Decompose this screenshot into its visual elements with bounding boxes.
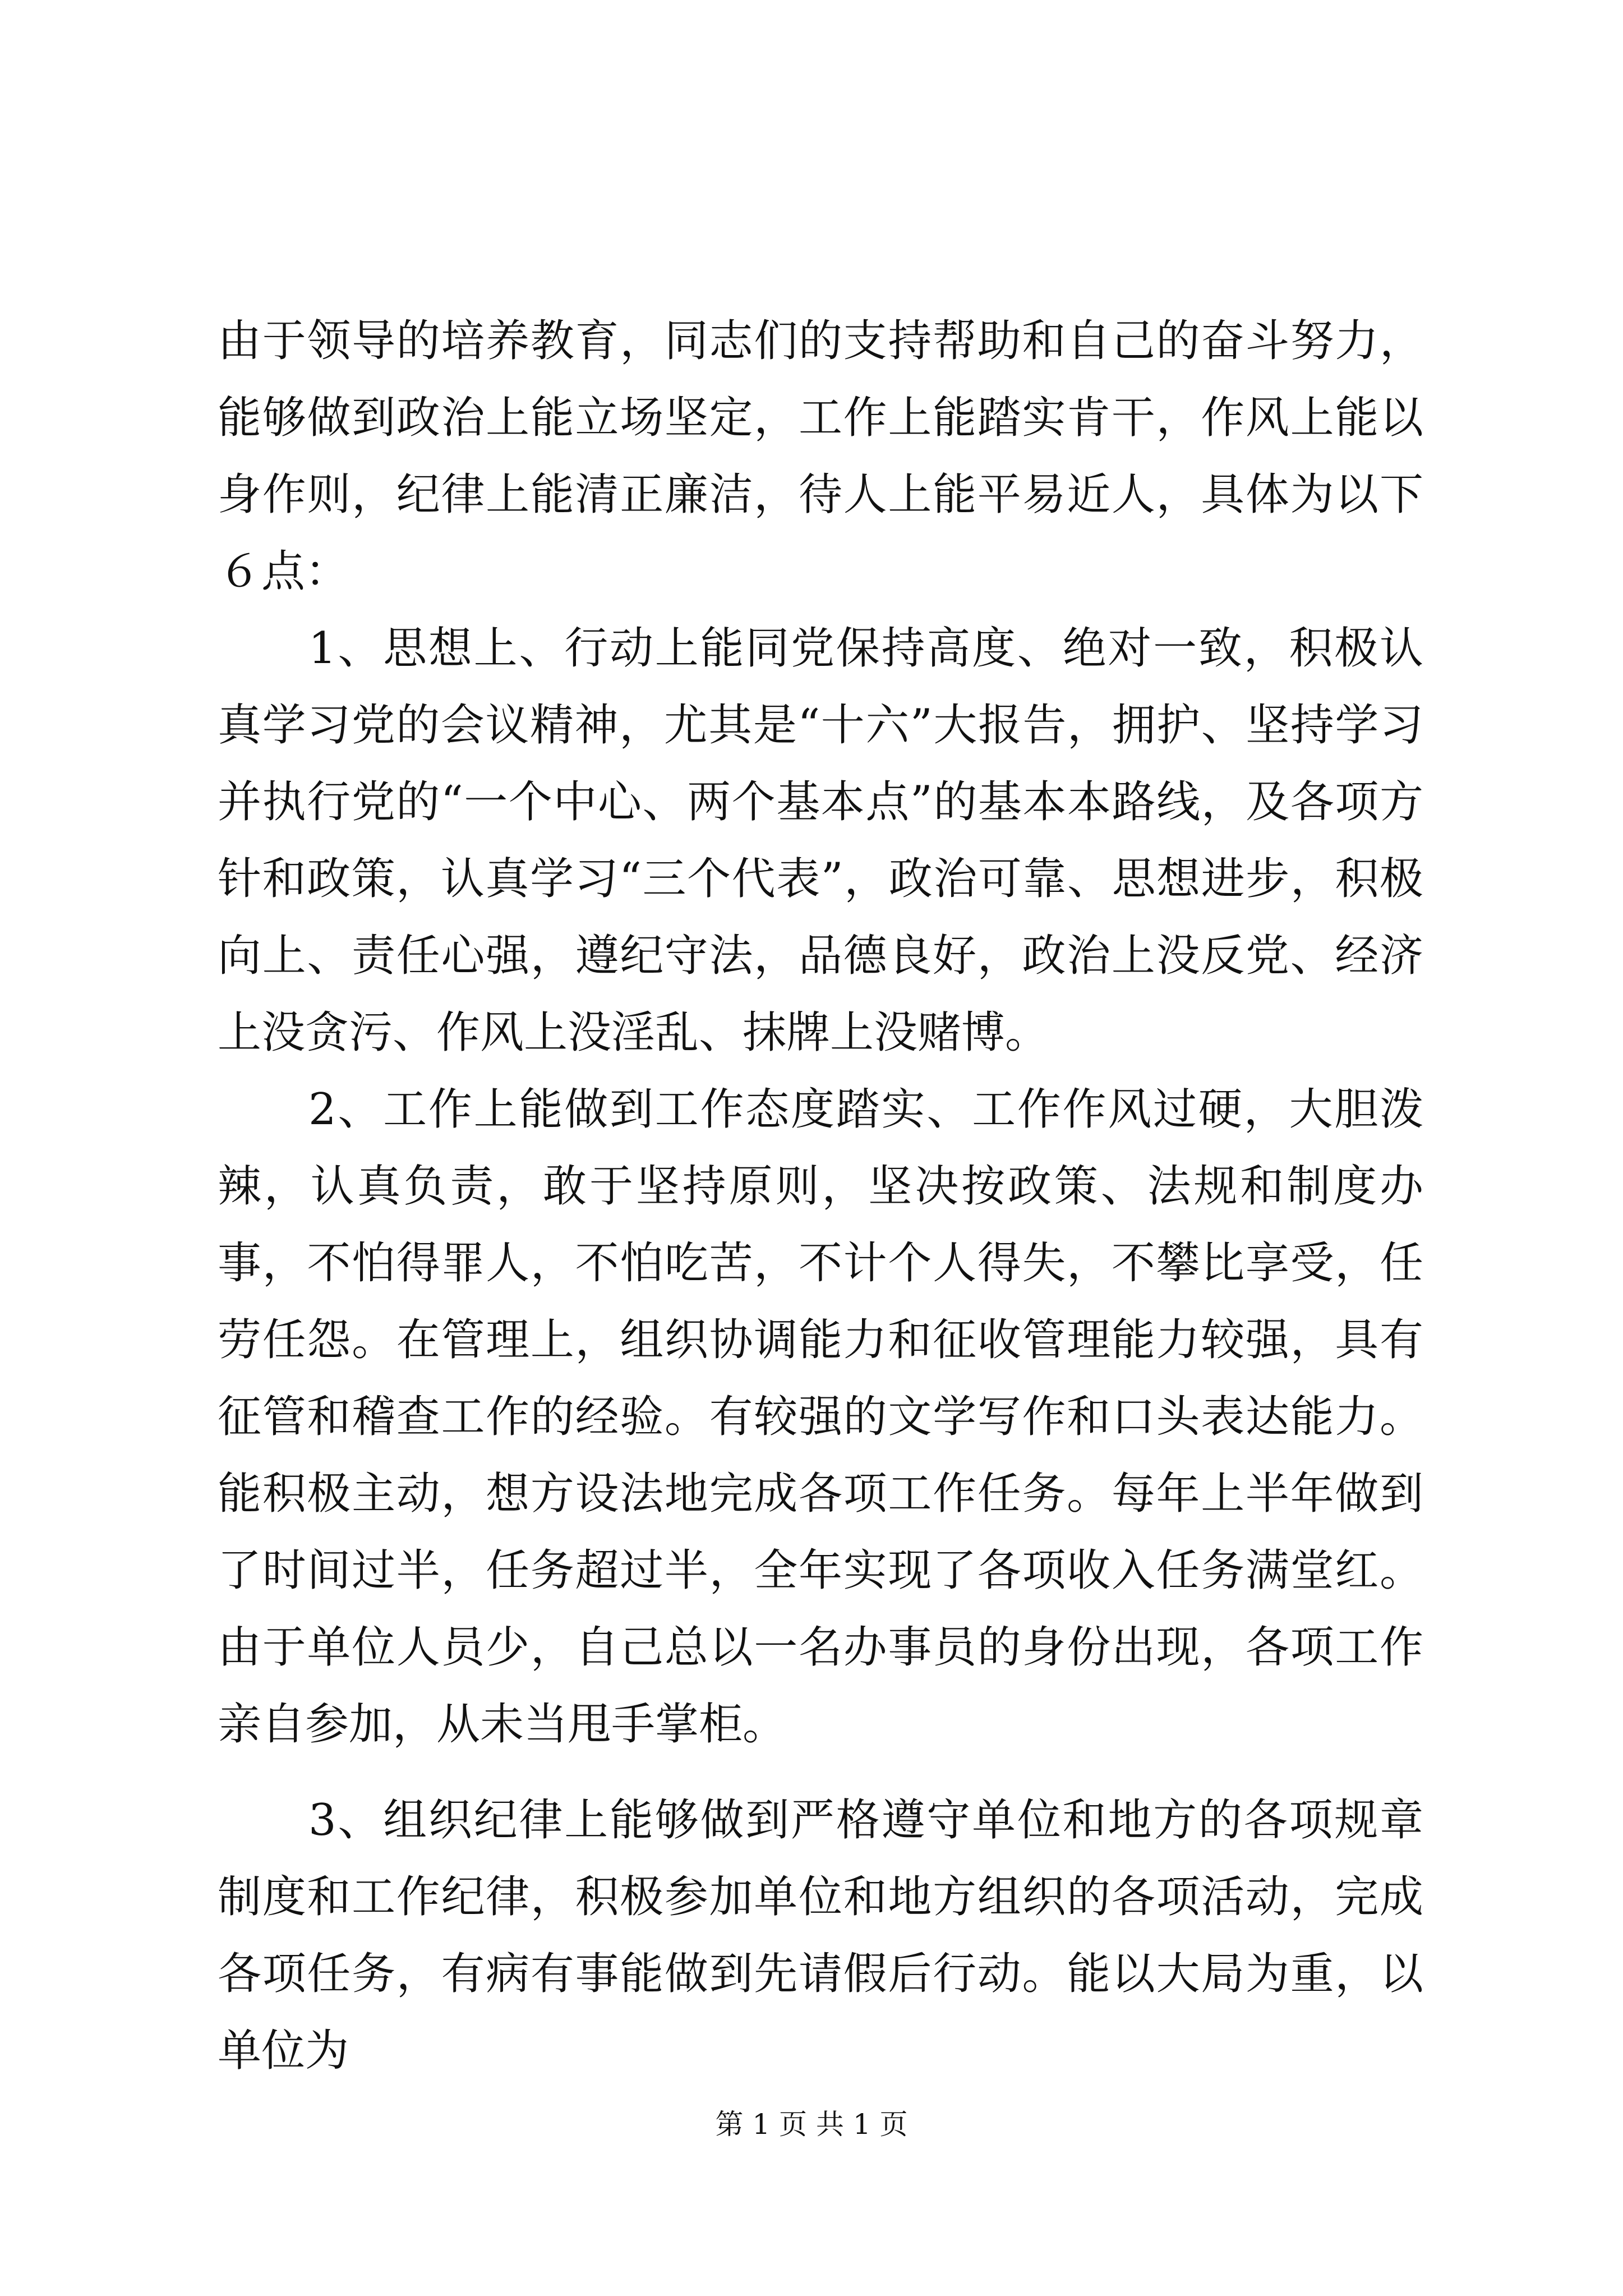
document-body bbox=[218, 303, 1423, 2090]
paragraph-point-1: 1、思想上、行动上能同党保持高度、绝对一致，积极认真学习党的会议精神，尤其是“十六”大报告，拥护、坚持学习并执行党的“一个中心、两个基本点”的基本本路线，及各项方针和政策，认真学习“三个代表”，政治可靠、思想进步，积极向上、责任心强，遵纪守法，品德良好，政治上没反党、经济上没贪污、作风上没淫乱、抹牌上没赌博。 bbox=[218, 623, 1423, 1058]
paragraph-point-2: 2、工作上能做到工作态度踏实、工作作风过硬，大胆泼辣，认真负责，敢于坚持原则，坚决按政策、法规和制度办事，不怕得罪人，不怕吃苦，不计个人得失，不攀比享受，任劳任怨。在管理上，组织协调能力和征收管理能力较强，具有征管和稽查工作的经验。有较强的文学写作和口头表达能力。能积极主动，想方设法地完成各项工作任务。每年上半年做到了时间过半，任务超过半，全年实现了各项收入任务满堂红。由于单位人员少，自己总以一名办事员的身份出现，各项工作亲自参加，从未当甩手掌柜。 bbox=[218, 1084, 1423, 1750]
page-footer: 第 1 页 共 1 页 bbox=[715, 2108, 908, 2141]
paragraph-point-3: 3、组织纪律上能够做到严格遵守单位和地方的各项规章制度和工作纪律，积极参加单位和地方组织的各项活动，完成各项任务，有病有事能做到先请假后行动。能以大局为重，以单位为 bbox=[218, 1795, 1423, 2076]
paragraph-intro: 由于领导的培养教育，同志们的支持帮助和自己的奋斗努力，能够做到政治上能立场坚定，工作上能踏实肯干，作风上能以身作则，纪律上能清正廉洁，待人上能平易近人，具体为以下６点： bbox=[218, 316, 1423, 597]
